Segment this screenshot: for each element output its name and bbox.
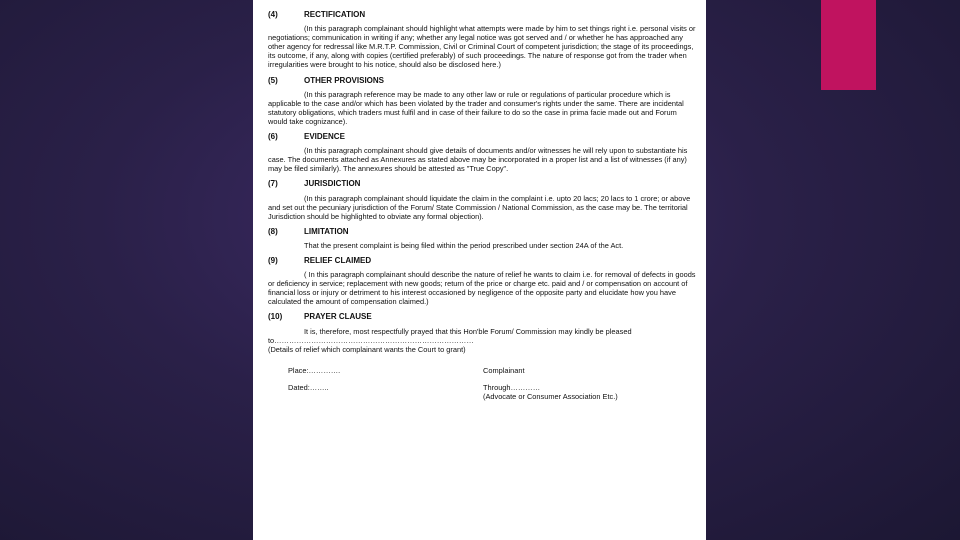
document-page [253,0,706,540]
place-field: Place:…………. [288,365,341,375]
section-text: (In this paragraph complainant should give details of documents and/or witnesses he will rely upon to substantiate his case. The documents attached as Annexures as stated above may be incorporated in a proper list and a list of witnesses (if any) may be filed similarly). The annexures should be attested as "True Copy". [268,146,688,174]
accent-bar [821,0,876,90]
section-text: (In this paragraph reference may be made to any other law or rule or regulations of particular procedure which is applicable to the case and/or which has been violated by the trader and consumer's rights under the same. There are incidental statutory obligations, which traders must fulfil and in case of their failure to do so the case in prima facie made out and Forum would take cognizance). [268,89,684,126]
section-title: LIMITATION [304,226,349,236]
section-title: JURISDICTION [304,179,361,189]
advocate-note: (Advocate or Consumer Association Etc.) [483,392,618,401]
section-number: (5) [268,75,278,85]
section-jurisdiction [268,179,696,220]
section-title: RECTIFICATION [304,10,366,19]
section-relief-claimed [268,256,696,306]
section-number: (8) [268,226,278,236]
section-number: (4) [268,10,278,19]
section-title: RELIEF CLAIMED [304,255,372,265]
section-evidence [268,132,696,173]
section-text: (In this paragraph complainant should highlight what attempts were made by him to set things right i.e. personal visits or negotiations; communication in writing if any; whether any legal notice was got served and / or whether he has approached any other agency for redressal like M.R.T.P. Commission, Civil or Criminal Court of competent jurisdiction; the stage of its proceedings, its outcome, if any, along with copies (certified preferably) of such proceedings. The nature of response got from the trader when irregularities were brought to his notice, should also be disclosed here.) [268,24,696,70]
section-text: That the present complaint is being filed within the period prescribed under section 24A of the Act. [304,240,624,250]
section-number: (6) [268,132,278,142]
section-text: ( In this paragraph complainant should describe the nature of relief he wants to claim i.e. for removal of defects in goods or deficiency in service; replacement with new goods; return of the price or charge etc. paid and / or compensation on account of financial loss or injury or detriment to his interest occasioned by negligence of the opposite party and elucidate how you have calculated the amount of compensation claimed.) [268,270,696,307]
section-title: PRAYER CLAUSE [304,312,372,322]
section-text: (In this paragraph complainant should liquidate the claim in the complaint i.e. upto 20 lacs; 20 lacs to 1 crore; or above and set out the pecuniary jurisdiction of the Forum/ State Commission / National Commission, as the case may be. The territorial Jurisdiction should be highlighted to obviate any formal objection). [268,193,691,221]
signature-block [268,366,696,401]
section-text: It is, therefore, most respectfully prayed that this Hon'ble Forum/ Commission may kindly be pleased to……………………………………………………………………… [268,326,632,345]
section-number: (7) [268,179,278,189]
complainant-label: Complainant [483,365,525,375]
dated-field: Dated:…….. [288,382,329,392]
section-title: EVIDENCE [304,132,345,142]
section-number: (9) [268,255,278,265]
section-limitation [268,227,696,250]
through-field: Through………… [483,382,541,392]
section-title: OTHER PROVISIONS [304,75,385,85]
section-prayer-clause [268,312,696,353]
prayer-note: (Details of relief which complainant wants the Court to grant) [268,344,466,354]
section-rectification [268,10,696,70]
section-number: (10) [268,312,283,322]
section-other-provisions [268,76,696,126]
